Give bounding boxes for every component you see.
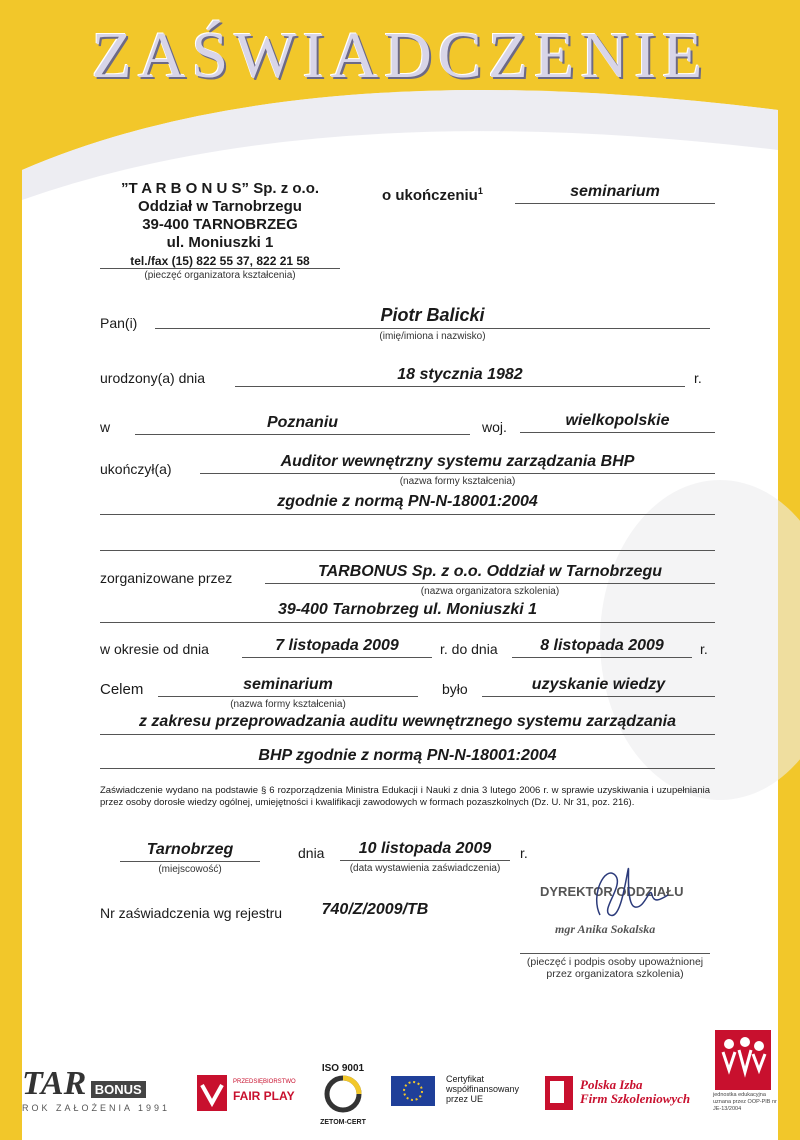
issue-date: 10 listopada 2009 [358,840,492,857]
place-line [135,434,470,435]
goal-was: było [442,681,468,697]
course-label: ukończył(a) [100,461,172,477]
eu-cofinanced-text: Certyfikat współfinansowany przez UE [446,1074,520,1104]
tarbonus-bonus: BONUS [91,1081,146,1098]
signature-caption-1: (pieczęć i podpis osoby upoważnionej [526,956,704,968]
signature-line [520,953,710,954]
pifs-line-1: Polska Izba [580,1077,643,1092]
signature-title: DYREKTOR ODDZIAŁU [540,884,684,899]
person-caption: (imię/imiona i nazwisko) [379,331,486,342]
person-name: Piotr Balicki [380,305,485,325]
period-mid: r. do dnia [440,641,498,657]
issue-suffix: r. [520,845,528,861]
person-line [155,328,710,329]
course-name: Auditor wewnętrzny systemu zarządzania BHP [280,453,635,470]
period-label: w okresie od dnia [100,641,209,657]
birth-line [235,386,685,387]
organizer-stamp [100,180,340,270]
issue-date-line [340,860,510,861]
accreditation-text: jednostka edukacyjna uznana przez OOP-PIB nr JE-13/2004 [713,1092,777,1112]
period-from: 7 listopada 2009 [275,637,399,654]
course-line-3 [100,550,715,551]
place-label: w [100,419,111,435]
iso-text: ISO 9001 [321,1063,365,1074]
organized-address: 39-400 Tarnobrzeg ul. Moniuszki 1 [277,601,538,618]
goal-form-caption: (nazwa formy kształcenia) [230,699,346,710]
signature-caption-2: przez organizatora szkolenia) [546,968,684,980]
completion-value: seminarium [570,183,660,200]
signatory-name: mgr Anika Sokalska [555,922,656,936]
birth-label: urodzony(a) dnia [100,370,206,386]
pifs-line-2: Firm Szkoleniowych [580,1091,691,1106]
goal-standard: BHP zgodnie z normą PN-N-18001:2004 [258,747,557,764]
fairplay-small: PRZEDSIĘBIORSTWO [233,1079,296,1085]
course-line-2 [100,514,715,515]
pifs-text [580,1078,690,1106]
stamp-underline [100,268,340,269]
goal-value-line [482,696,715,697]
signature-caption [510,956,720,980]
voivodeship-line [520,432,715,433]
issue-place: Tarnobrzeg [146,841,234,858]
iso-logo [315,1063,371,1126]
goal-scope: z zakresu przeprowadzania auditu wewnętrznego systemu zarządzania [138,713,677,730]
course-standard: zgodnie z normą PN-N-18001:2004 [277,493,538,510]
organized-value: TARBONUS Sp. z o.o. Oddział w Tarnobrzegu [318,563,662,580]
organizer-city: 39-400 TARNOBRZEG [142,216,298,233]
eu-flag-icon [391,1076,435,1106]
issue-date-caption: (data wystawienia zaświadczenia) [349,863,501,874]
fairplay-text: FAIR PLAY [233,1089,295,1103]
zetom-cert-icon [323,1074,363,1114]
course-line [200,473,715,474]
issue-place-caption: (miejscowość) [158,864,222,875]
organizer-branch: Oddział w Tarnobrzegu [138,198,302,215]
stamp-caption: (pieczęć organizatora kształcenia) [144,270,296,281]
footnote-mark: 1 [477,186,483,196]
organizer-name: ”T A R B O N U S” Sp. z o.o. [120,180,320,197]
zetom-text: ZETOM-CERT [320,1119,366,1126]
goal-value: uzyskanie wiedzy [531,676,666,693]
document-title: ZAŚWIADCZENIE [91,19,709,92]
fairplay-check-icon [197,1075,227,1111]
handwritten-signature [580,855,670,925]
birth-suffix: r. [694,370,702,386]
birth-date: 18 stycznia 1982 [397,366,523,383]
voivodeship-value: wielkopolskie [565,412,670,429]
tarbonus-year: ROK ZAŁOŻENIA 1991 [22,1103,171,1113]
organized-caption: (nazwa organizatora szkolenia) [420,586,560,597]
goal-form-line [158,696,418,697]
voivodeship-label: woj. [482,419,507,435]
completion-line [515,203,715,204]
period-to: 8 listopada 2009 [540,637,664,654]
goal-standard-line [100,768,715,769]
course-caption: (nazwa formy kształcenia) [399,476,516,487]
period-from-line [242,657,432,658]
tarbonus-tar: TAR [22,1065,87,1102]
period-suffix: r. [700,641,708,657]
accreditation-logo [715,1030,771,1090]
completion-label [382,186,483,204]
place-value: Poznaniu [266,414,339,431]
period-to-line [512,657,692,658]
people-figures-icon [715,1030,771,1090]
issue-day-label: dnia [298,845,325,861]
goal-label: Celem [100,681,144,698]
organized-line-2 [100,622,715,623]
register-label: Nr zaświadczenia wg rejestru [100,905,283,921]
goal-scope-line [100,734,715,735]
organized-line [265,583,715,584]
goal-form: seminarium [243,676,333,693]
organizer-street: ul. Moniuszki 1 [166,234,274,251]
organizer-phone: tel./fax (15) 822 55 37, 822 21 58 [130,254,310,268]
issue-place-line [120,861,260,862]
legal-basis: Zaświadczenie wydano na podstawie § 6 rozporządzenia Ministra Edukacji i Nauki z dnia 3 lutego 2006 r. w sprawie uzyskiwania i uzupełniania przez osoby dorosłe wiedzy ogólnej, umiejętności i kwalifikacji zawodowych w formach pozaszkolnych (Dz. U. Nr 31, poz. 216). [100,785,710,808]
tarbonus-logo [22,1065,172,1113]
pifs-logo-icon [545,1076,573,1110]
register-number: 740/Z/2009/TB [321,901,429,918]
completion-label-text: o ukończeniu [382,187,478,204]
organized-label: zorganizowane przez [100,570,233,586]
person-label: Pan(i) [100,315,138,331]
